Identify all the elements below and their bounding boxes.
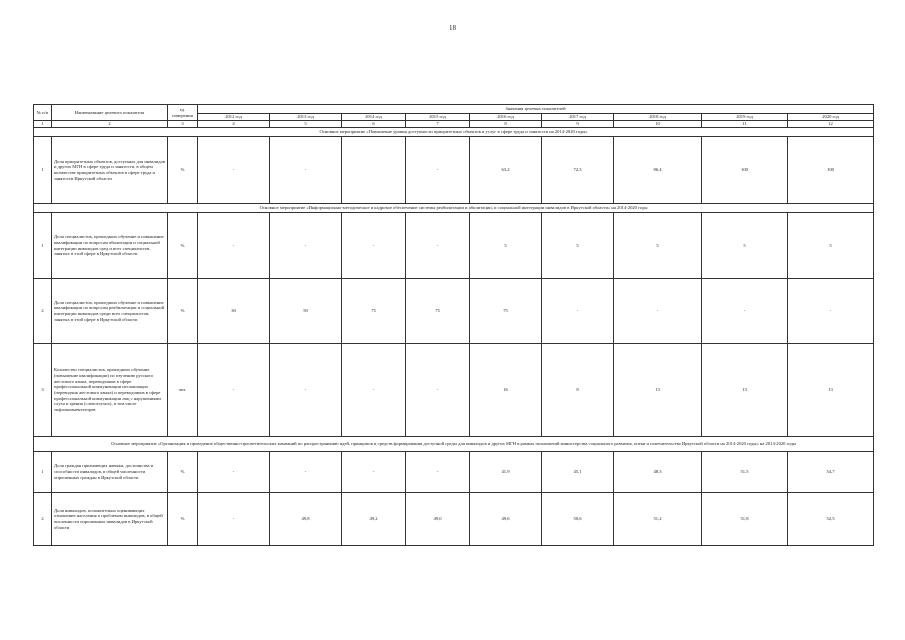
value-cell: 13	[702, 344, 788, 437]
value-cell: -	[614, 279, 702, 344]
column-index: 11	[702, 121, 788, 128]
value-cell: 75	[470, 279, 542, 344]
value-cell: 30	[198, 279, 270, 344]
value-cell: -	[198, 213, 270, 279]
section-title: Основное мероприятие «Повышение уровня доступности приоритетных объектов и услуг в сфере труда и занятости на 2014-2020 годы»	[34, 128, 874, 137]
value-cell: 8	[542, 344, 614, 437]
indicators-table	[33, 104, 874, 546]
year-header: 2012 год	[198, 114, 270, 121]
table-row	[34, 344, 874, 437]
value-cell: 41,9	[470, 452, 542, 493]
section-header-row	[34, 437, 874, 452]
value-cell: -	[406, 137, 470, 204]
value-cell: -	[198, 137, 270, 204]
indicator-name: Доля специалистов, прошедших обучение и повышение квалификации по вопросам абилитации и социальной интеграции инвалидов сред и всех специалистов, занятых в этой сфере в Иркутской области	[52, 213, 168, 279]
value-cell: -	[270, 137, 342, 204]
value-cell: 13	[788, 344, 874, 437]
value-cell: -	[198, 344, 270, 437]
row-num: 2	[34, 279, 52, 344]
value-cell: -	[406, 213, 470, 279]
unit-cell: чел.	[168, 344, 198, 437]
value-cell: 13	[614, 344, 702, 437]
column-index: 12	[788, 121, 874, 128]
value-cell: 75	[406, 279, 470, 344]
indicator-name: Доля инвалидов, положительно оценивающих отношение населения к проблемам инвалидов, в общей численности опрошенных инвалидов в Иркутской области	[52, 493, 168, 546]
table-row	[34, 493, 874, 546]
column-index: 4	[198, 121, 270, 128]
column-index: 8	[470, 121, 542, 128]
value-cell: 52,5	[788, 493, 874, 546]
value-cell: 51,5	[702, 452, 788, 493]
indicator-name: Доля граждан признающих навыки, достоинства и способности инвалидов, в общей численности опрошенных граждан в Иркутской области	[52, 452, 168, 493]
year-header: 2015 год	[406, 114, 470, 121]
year-header: 2020 год	[788, 114, 874, 121]
value-cell: -	[342, 344, 406, 437]
indicator-name: Доля специалистов, прошедших обучение и повышение квалификации по вопросам реабилитации и социальной интеграции инвалидов среди всех специалистов, занятых в этой сфере в Иркутской области	[52, 279, 168, 344]
year-header: 2014 год	[342, 114, 406, 121]
col-num-header: № п/п	[34, 105, 52, 121]
value-cell: -	[198, 452, 270, 493]
col-name-header: Наименование целевого показателя	[52, 105, 168, 121]
row-num: 1	[34, 137, 52, 204]
column-index: 2	[52, 121, 168, 128]
section-header-row	[34, 128, 874, 137]
column-index: 7	[406, 121, 470, 128]
table-row	[34, 137, 874, 204]
value-cell: -	[788, 279, 874, 344]
value-cell: 51,8	[702, 493, 788, 546]
row-num: 3	[34, 344, 52, 437]
value-cell: -	[270, 452, 342, 493]
year-header: 2017 год	[542, 114, 614, 121]
section-header-row	[34, 204, 874, 213]
unit-cell: %	[168, 452, 198, 493]
row-num: 1	[34, 213, 52, 279]
page-number: 18	[449, 24, 456, 32]
value-cell: -	[342, 213, 406, 279]
value-cell: 49,0	[406, 493, 470, 546]
indicator-name: Доля приоритетных объектов, доступных для инвалидов и других МГН в сфере труда и занятости, в общем количестве приоритетных объектов в сфере труда и занятости Иркутской области	[52, 137, 168, 204]
row-num: 1	[34, 452, 52, 493]
value-cell: 48,3	[614, 452, 702, 493]
unit-cell: %	[168, 493, 198, 546]
value-cell: 51,2	[614, 493, 702, 546]
value-cell: 16	[470, 344, 542, 437]
value-cell: 49,8	[270, 493, 342, 546]
table-row	[34, 279, 874, 344]
value-cell: -	[406, 452, 470, 493]
column-index: 5	[270, 121, 342, 128]
value-cell: -	[702, 279, 788, 344]
year-header: 2013 год	[270, 114, 342, 121]
unit-cell: %	[168, 137, 198, 204]
value-cell: 5	[470, 213, 542, 279]
value-cell: -	[198, 493, 270, 546]
value-cell: 49,2	[342, 493, 406, 546]
indicator-name: Количество специалистов, прошедших обучение (повышение квалификации) по изучению русского жестового языка, переводчиков в сфере профессиональной коммуникации неслышащих (переводчик жестового языка) и переводчиков в сфере профессиональной коммуникации лиц с нарушениями слуха и зрения (слепоглухих), в том числе тифлокомментаторов	[52, 344, 168, 437]
value-cell: 45,1	[542, 452, 614, 493]
value-cell: 5	[788, 213, 874, 279]
value-cell: 5	[702, 213, 788, 279]
column-index: 1	[34, 121, 52, 128]
column-index: 10	[614, 121, 702, 128]
value-cell: 50,6	[542, 493, 614, 546]
table-row	[34, 452, 874, 493]
value-cell	[342, 137, 406, 204]
table-row	[34, 213, 874, 279]
value-cell: 50	[270, 279, 342, 344]
value-cell: 100	[702, 137, 788, 204]
values-group-header: Значения целевых показателей	[198, 105, 874, 114]
value-cell: -	[270, 344, 342, 437]
column-index: 9	[542, 121, 614, 128]
value-cell: -	[342, 452, 406, 493]
year-header: 2016 год	[470, 114, 542, 121]
value-cell: 54,7	[788, 452, 874, 493]
row-num: 2	[34, 493, 52, 546]
value-cell: -	[270, 213, 342, 279]
value-cell: 72,3	[542, 137, 614, 204]
value-cell: 100	[788, 137, 874, 204]
unit-cell: %	[168, 213, 198, 279]
value-cell: -	[406, 344, 470, 437]
unit-cell: %	[168, 279, 198, 344]
value-cell: 5	[614, 213, 702, 279]
year-header: 2018 год	[614, 114, 702, 121]
column-index-row	[34, 121, 874, 128]
column-index: 6	[342, 121, 406, 128]
section-title: Основное мероприятие «Информационно-методическое и кадровое обеспечение системы реабилитации и абилитации, и социальной интеграции инвалидов в Иркутской области» на 2014-2020 годы	[34, 204, 874, 213]
value-cell: 86,4	[614, 137, 702, 204]
col-unit-header: ед. измерения	[168, 105, 198, 121]
section-title: Основное мероприятие «Организация и проведение общественно-просветительских кампаний по распространению идей, принципов и средств формирования доступной среды для инвалидов и других МГН в рамках полномочий министерства социального развития, опеки и попечительства Иркутской области на 2014-2020 годы» на 2014-2020 годы	[34, 437, 874, 452]
value-cell: -	[542, 279, 614, 344]
column-index: 3	[168, 121, 198, 128]
value-cell: 75	[342, 279, 406, 344]
value-cell: 49,6	[470, 493, 542, 546]
value-cell: 63,2	[470, 137, 542, 204]
value-cell: 5	[542, 213, 614, 279]
year-header: 2019 год	[702, 114, 788, 121]
